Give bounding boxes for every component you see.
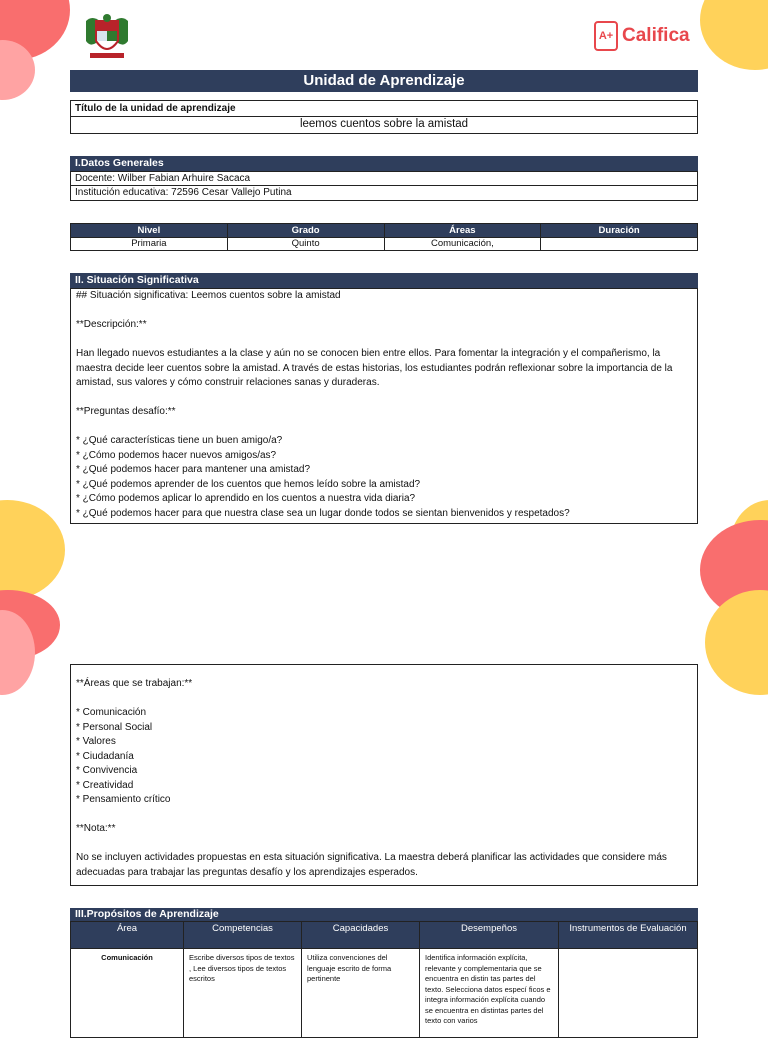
docente-field: Docente: Wilber Fabian Arhuire Sacaca [70, 171, 698, 186]
decor-blob-yellow-right-lower [705, 590, 768, 695]
purposes-heading: III.Propósitos de Aprendizaje [70, 908, 698, 921]
table-row [71, 949, 698, 1038]
level-table [70, 223, 698, 251]
document-title: Unidad de Aprendizaje [70, 70, 698, 92]
col-capacidades: Capacidades [302, 922, 420, 949]
unit-title-section [70, 100, 698, 134]
coat-of-arms-icon [82, 13, 132, 61]
situation-section [70, 273, 698, 524]
col-grado: Grado [227, 224, 384, 238]
unit-title-value: leemos cuentos sobre la amistad [70, 117, 698, 134]
general-data-heading: I.Datos Generales [70, 156, 698, 171]
col-areas: Áreas [384, 224, 541, 238]
unit-title-label: Título de la unidad de aprendizaje [70, 100, 698, 117]
situation-text: ## Situación significativa: Leemos cuentos sobre la amistad **Descripción:** Han llegado nuevos estudiantes a la clase y aún no se conocen bien entre ellos. Para fomentar la integración y el compañerismo, la maestra decide leer cuentos sobre la amistad. A través de estas historias, los estudiantes podrán reflexionar sobre la importancia de la amistad, sus valores y cómo construir relaciones sanas y duraderas. **Preguntas desafío:** * ¿Qué características tiene un buen amigo/a? * ¿Cómo podemos hacer nuevos amigos/as? * ¿Qué podemos hacer para mantener una amistad? * ¿Qué podemos aprender de los cuentos que hemos leído sobre la amistad? * ¿Cómo podemos aplicar lo aprendido en los cuentos a nuestra vida diaria? * ¿Qué podemos hacer para que nuestra clase sea un lugar donde todos se sientan bienvenidos y respetados? [70, 288, 698, 524]
col-competencias: Competencias [184, 922, 302, 949]
cell-grado: Quinto [227, 238, 384, 251]
cell-area: Comunicación [71, 949, 184, 1038]
cell-capacidades: Utiliza convenciones del lenguaje escrito de forma pertinente [302, 949, 420, 1038]
cell-nivel: Primaria [71, 238, 228, 251]
areas-note-text: **Áreas que se trabajan:** * Comunicación * Personal Social * Valores * Ciudadanía * Convivencia * Creatividad * Pensamiento crítico **Nota:** No se incluyen actividades propuestas en esta situación significativa. La maestra deberá planificar las actividades que considere más adecuadas para trabajar las preguntas desafío y los aprendizajes esperados. [76, 678, 667, 878]
decor-blob-yellow-left [0, 500, 65, 600]
cell-instrumentos [559, 949, 698, 1038]
col-desempenos: Desempeños [420, 922, 559, 949]
purposes-section [70, 908, 698, 1038]
cell-areas: Comunicación, [384, 238, 541, 251]
califica-brand-text: Califica [622, 25, 690, 46]
institution-field: Institución educativa: 72596 Cesar Vallejo Putina [70, 186, 698, 201]
decor-blob-yellow-top-right [700, 0, 768, 70]
califica-logo [594, 20, 690, 52]
areas-note-box [70, 664, 698, 886]
cell-duracion [541, 238, 698, 251]
situation-heading: II. Situación Significativa [70, 273, 698, 288]
col-area: Área [71, 922, 184, 949]
califica-logo-icon: A+ [594, 21, 618, 51]
col-instrumentos: Instrumentos de Evaluación [559, 922, 698, 949]
general-data-section [70, 156, 698, 201]
cell-desempenos: Identifica información explícita, relevante y complementaria que se encuentra en distin tas partes del texto. Selecciona datos especí ficos e integra información explícita cuando se encuentra en distintas partes del texto con varios [420, 949, 559, 1038]
purposes-table [70, 921, 698, 1038]
col-nivel: Nivel [71, 224, 228, 238]
col-duracion: Duración [541, 224, 698, 238]
cell-competencias: Escribe diversos tipos de textos , Lee diversos tipos de textos escritos [184, 949, 302, 1038]
